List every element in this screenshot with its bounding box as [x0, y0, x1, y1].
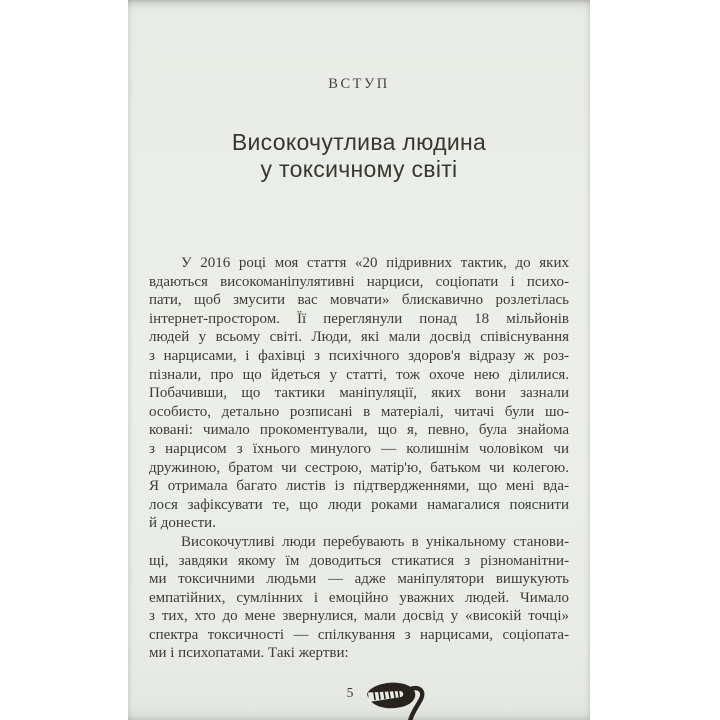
- body-line: спектра токсичності — спілкування з нарцисами, соціопата-: [149, 626, 569, 643]
- body-paragraph: [149, 254, 569, 533]
- chapter-title-line-1: Високочутлива людина: [231, 129, 487, 155]
- chapter-kicker: ВСТУП: [328, 76, 390, 92]
- body-line: дружиною, братом чи сестрою, матір'ю, батьком чи колегою.: [149, 459, 569, 476]
- body-paragraph: [149, 533, 569, 663]
- chapter-title-line-2: у токсичному світі: [260, 156, 458, 182]
- body-line: й донести.: [149, 515, 216, 532]
- body-line: з нарцисами, і фахівці з психічного здоров'я відразу ж роз-: [149, 347, 569, 364]
- body-line: особисто, детально розписані в матеріалі, читачі були шо-: [149, 403, 569, 420]
- body-line: вдаються високоманіпулятивні нарциси, соціопати і психо-: [149, 273, 569, 290]
- body-text: [149, 254, 569, 663]
- body-line: щі, завдяки якому їм доводиться стикатися з різноманітни-: [149, 552, 569, 569]
- body-line: У 2016 році моя стаття «20 підривних тактик, до яких: [181, 255, 569, 271]
- body-line: ми і психопатами. Такі жертви:: [149, 645, 349, 662]
- body-line: пати, щоб змусити вас мовчати» блискавично розлетілась: [149, 292, 569, 309]
- body-line: людей у всьому світі. Люди, які мали досвід співіснування: [149, 329, 569, 346]
- book-page: [128, 0, 590, 720]
- body-line: ковані: чимало прокоментували, що я, певно, була знайома: [149, 422, 569, 439]
- body-line: Високочутливі люди перебувають в унікальному станови-: [181, 533, 569, 550]
- fly-ornament-icon: [364, 679, 428, 720]
- body-line: емпатійних, сумлінних і емоційно уважних людей. Чимало: [149, 589, 569, 606]
- body-line: Побачивши, що тактики маніпуляції, яких вони зазнали: [149, 385, 569, 402]
- page-number: 5: [346, 685, 354, 700]
- body-line: пізнали, про що йдеться у статті, тож охоче нею ділилися.: [149, 366, 569, 383]
- body-line: з тих, хто до мене звернулися, мали досвід у «високій точці»: [149, 608, 569, 625]
- body-line: інтернет-простором. Її переглянули понад 18 мільйонів: [149, 310, 569, 327]
- body-line: ми токсичними людьми — адже маніпулятори вишукують: [149, 571, 569, 588]
- body-line: з нарцисом з їхнього минулого — колишнім чоловіком чи: [149, 440, 569, 457]
- chapter-title: [128, 129, 590, 183]
- body-line: Я отримала багато листів із підтвердженнями, що мені вда-: [149, 478, 569, 495]
- body-line: лося зафіксувати те, що люди роками намагалися пояснити: [149, 496, 569, 513]
